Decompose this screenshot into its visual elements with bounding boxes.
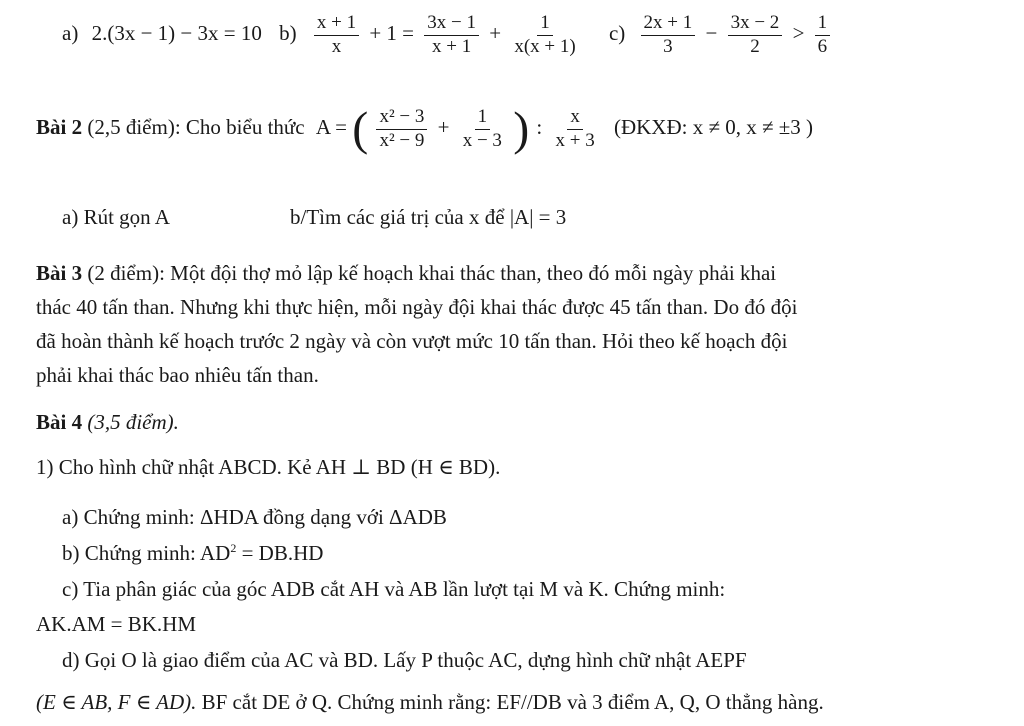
bai1-c-gt: > [792, 21, 805, 46]
bai4-points: (3,5 điểm). [87, 410, 179, 434]
bai1-b-label: b) [279, 21, 297, 46]
bai2-part-b: b/Tìm các giá trị của x để |A| = 3 [290, 205, 567, 229]
bai1-b-plus: + [489, 21, 502, 46]
bai1-b-frac1: $\frac{x + 1}{x}$ [314, 12, 359, 59]
bai4-q1: 1) Cho hình chữ nhật ABCD. Kẻ AH ⊥ BD (H ∈ BD). [36, 455, 501, 479]
bai2-heading: Bài 2 [36, 115, 83, 140]
bai1-b-frac2: $\frac{3x - 1}{x + 1}$ [424, 12, 479, 59]
bai3-heading: Bài 3 [36, 261, 83, 285]
bai1-c-frac2: $\frac{3x - 2}{2}$ [728, 12, 783, 59]
bai2-div: : [536, 115, 543, 140]
bai3-line1-text: (2 điểm): Một đội thợ mỏ lập kế hoạch khai thác than, theo đó mỗi ngày phải khai [87, 261, 777, 285]
bai3-line3: đã hoàn thành kế hoạch trước 2 ngày và còn vượt mức 10 tấn than. Hỏi theo kế hoạch đội [36, 329, 788, 353]
bai1-b-frac3: $\frac{1}{x(x + 1)}$ [514, 12, 576, 57]
bai2-frac2: $\frac{1}{x - 3}$ [462, 106, 502, 151]
bai3-line2: thác 40 tấn than. Nhưng khi thực hiện, mỗi ngày đội khai thác được 45 tấn than. Do đó đội [36, 295, 798, 319]
bai1-c-frac1: $\frac{2x + 1}{3}$ [641, 12, 696, 59]
bai2-frac3: $\frac{x}{x + 3}$ [555, 106, 595, 151]
bai1-equations-row [62, 12, 833, 59]
bai4-heading-row [36, 410, 179, 434]
bai4-qb: b) Chứng minh: $AD^2 = DB.HD$ [62, 541, 324, 565]
bai1-c-label: c) [608, 21, 626, 46]
bai2-part-a: a) Rút gọn A [62, 205, 170, 229]
bai4-qc-line1: c) Tia phân giác của góc ADB cắt AH và AB lần lượt tại M và K. Chứng minh: [62, 577, 726, 601]
bai1-c-frac3: $\frac{1}{6}$ [815, 12, 831, 59]
bai4-qd-line2: (E ∈ AB, F ∈ AD). BF cắt DE ở Q. Chứng minh rằng: EF//DB và 3 điểm A, Q, O thẳng hàng. [36, 690, 824, 714]
bai4-heading: Bài 4 [36, 410, 83, 434]
bai2-A-eq: A = [315, 115, 347, 140]
bai2-right-paren: ) [513, 102, 530, 156]
bai1-a-expr: 2.(3x − 1) − 3x = 10 [91, 21, 262, 46]
bai2-plus: + [437, 115, 450, 140]
bai2-left-paren: ( [352, 102, 369, 156]
bai2-points: (2,5 điểm): Cho biểu thức [87, 115, 305, 140]
bai4-qc-line2: AK.AM = BK.HM [36, 612, 197, 636]
bai2-dkxd: (ĐKXĐ: x ≠ 0, x ≠ ±3 ) [613, 115, 814, 140]
bai3-line4: phải khai thác bao nhiêu tấn than. [36, 363, 319, 387]
bai1-b-mid: + 1 = [369, 21, 415, 46]
bai3-line1 [36, 261, 776, 285]
bai4-qd-line1: d) Gọi O là giao điểm của AC và BD. Lấy P thuộc AC, dựng hình chữ nhật AEPF [62, 648, 747, 672]
bai2-frac1: $\frac{\text{x² − 3}}{\text{x² − 9}}$ [376, 106, 427, 153]
bai1-c-minus: − [705, 21, 718, 46]
bai4-qa: a) Chứng minh: ΔHDA đồng dạng với ΔADB [62, 505, 447, 529]
bai2-statement [36, 102, 814, 156]
bai1-a-label: a) [62, 21, 79, 46]
